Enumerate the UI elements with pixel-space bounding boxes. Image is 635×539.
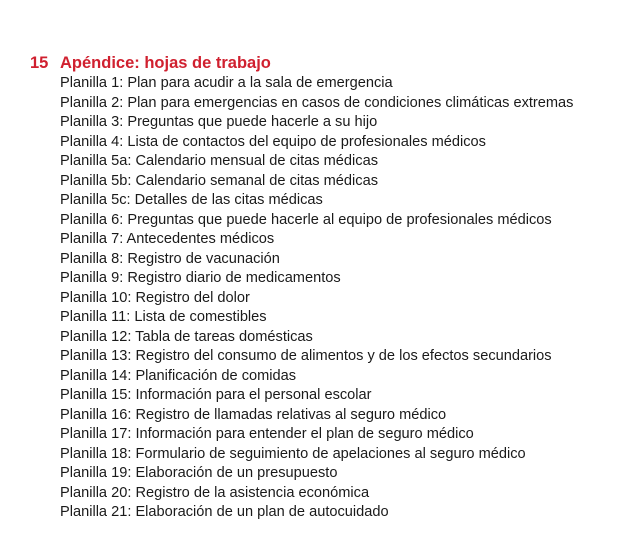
worksheet-list xyxy=(30,74,630,523)
toc-entry-planilla-15[interactable]: Planilla 15: Información para el personal escolar xyxy=(60,387,372,403)
toc-entry-planilla-7[interactable]: Planilla 7: Antecedentes médicos xyxy=(60,231,275,247)
toc-entry-planilla-13[interactable]: Planilla 13: Registro del consumo de alimentos y de los efectos secundarios xyxy=(60,348,552,364)
chapter-title: Apéndice: hojas de trabajo xyxy=(60,54,271,72)
toc-entry-planilla-4[interactable]: Planilla 4: Lista de contactos del equipo de profesionales médicos xyxy=(60,133,486,150)
toc-entry-planilla-5a[interactable]: Planilla 5a: Calendario mensual de citas médicas xyxy=(60,153,378,169)
toc-entry-planilla-19[interactable]: Planilla 19: Elaboración de un presupuesto xyxy=(60,465,338,481)
toc-entry-planilla-5c[interactable]: Planilla 5c: Detalles de las citas médicas xyxy=(60,192,323,208)
toc-entry-planilla-6[interactable]: Planilla 6: Preguntas que puede hacerle al equipo de profesionales médicos xyxy=(60,211,552,228)
chapter-number: 15 xyxy=(30,54,49,72)
toc-entry-planilla-1[interactable]: Planilla 1: Plan para acudir a la sala de emergencia xyxy=(60,75,393,91)
toc-entry-planilla-10[interactable]: Planilla 10: Registro del dolor xyxy=(60,289,250,306)
toc-entry-planilla-20[interactable]: Planilla 20: Registro de la asistencia económica xyxy=(60,484,370,501)
toc-entry-planilla-8[interactable]: Planilla 8: Registro de vacunación xyxy=(60,250,280,267)
toc-entry-planilla-11[interactable]: Planilla 11: Lista de comestibles xyxy=(60,309,267,325)
toc-entry-planilla-21[interactable]: Planilla 21: Elaboración de un plan de autocuidado xyxy=(60,504,389,520)
toc-entry-planilla-5b[interactable]: Planilla 5b: Calendario semanal de citas médicas xyxy=(60,172,378,189)
toc-entry-planilla-18[interactable]: Planilla 18: Formulario de seguimiento de apelaciones al seguro médico xyxy=(60,445,526,462)
toc-section xyxy=(30,52,630,523)
toc-entry-planilla-14[interactable]: Planilla 14: Planificación de comidas xyxy=(60,367,297,384)
toc-entry-planilla-16[interactable]: Planilla 16: Registro de llamadas relativas al seguro médico xyxy=(60,406,447,423)
toc-entry-planilla-9[interactable]: Planilla 9: Registro diario de medicamentos xyxy=(60,270,341,286)
toc-entry-planilla-17[interactable]: Planilla 17: Información para entender el plan de seguro médico xyxy=(60,426,474,442)
toc-entry-planilla-12[interactable]: Planilla 12: Tabla de tareas domésticas xyxy=(60,328,313,345)
toc-entry-planilla-2[interactable]: Planilla 2: Plan para emergencias en casos de condiciones climáticas extremas xyxy=(60,94,574,111)
toc-entry-planilla-3[interactable]: Planilla 3: Preguntas que puede hacerle a su hijo xyxy=(60,114,378,130)
chapter-heading[interactable] xyxy=(30,52,630,74)
